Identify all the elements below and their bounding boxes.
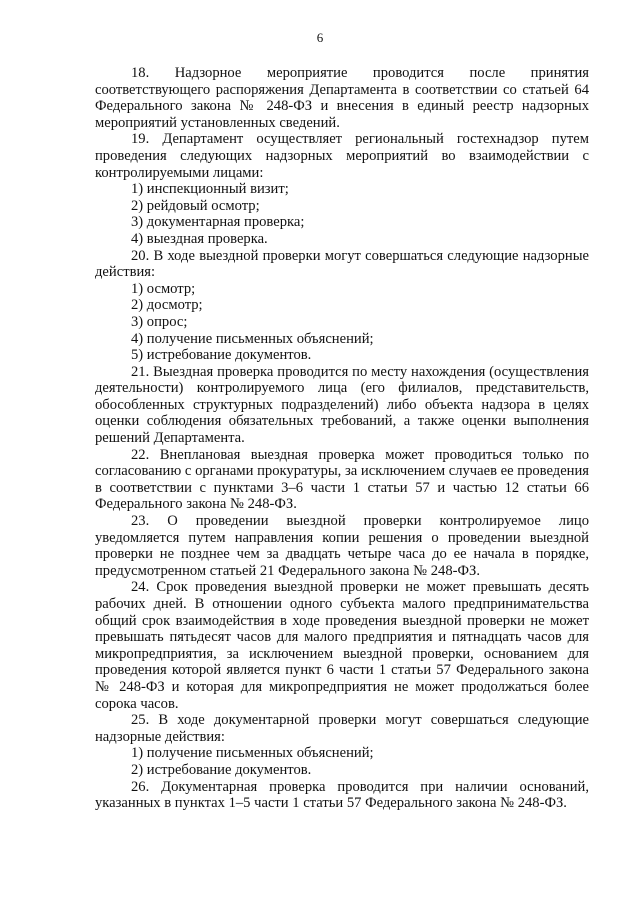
paragraph-20: 20. В ходе выездной проверки могут совершаться следующие надзорные действия: xyxy=(95,247,589,281)
page-number: 6 xyxy=(316,30,324,45)
list-item: 4) выездная проверка. xyxy=(131,230,268,247)
document-body xyxy=(95,65,589,812)
paragraph-22: 22. Внеплановая выездная проверка может проводиться только по согласованию с органами прокуратуры, за исключением случаев ее проведения в соответствии с пунктами 3–6 части 1 статьи 57 и частью 12 статьи 66 Федерального закона № 248-ФЗ. xyxy=(95,446,589,513)
list-item: 3) опрос; xyxy=(131,313,188,330)
list-item: 2) досмотр; xyxy=(131,297,203,314)
list-item: 5) истребование документов. xyxy=(131,347,312,364)
paragraph-21: 21. Выездная проверка проводится по месту нахождения (осуществления деятельности) контролируемого лица (его филиалов, представительств, обособленных структурных подразделений) либо объекта надзора в целях оценки соблюдения обязательных требований, а также оценки выполнения решений Департамента. xyxy=(95,363,589,447)
paragraph-19: 19. Департамент осуществляет региональный гостехнадзор путем проведения следующих надзорных мероприятий во взаимодействии с контролируемыми лицами: xyxy=(95,131,589,181)
paragraph-25: 25. В ходе документарной проверки могут совершаться следующие надзорные действия: xyxy=(95,712,589,745)
list-item: 4) получение письменных объяснений; xyxy=(131,330,374,347)
list-item: 2) истребование документов. xyxy=(131,761,312,778)
list-item: 1) осмотр; xyxy=(131,280,196,297)
paragraph-26: 26. Документарная проверка проводится при наличии оснований, указанных в пунктах 1–5 части 1 статьи 57 Федерального закона № 248-ФЗ. xyxy=(95,778,589,812)
list-item: 3) документарная проверка; xyxy=(131,214,305,231)
list-item: 1) инспекционный визит; xyxy=(131,181,289,198)
paragraph-24: 24. Срок проведения выездной проверки не может превышать десять рабочих дней. В отношении одного субъекта малого предпринимательства общий срок взаимодействия в ходе проведения выездной проверки не может превышать пятьдесят часов для малого предприятия и пятнадцать часов для микропредприятия, за исключением выездной проверки, основанием для проведения которой является пункт 6 части 1 статьи 57 Федерального закона № 248-ФЗ и которая для микропредприятия не может продолжаться более сорока часов. xyxy=(95,579,589,712)
list-item: 2) рейдовый осмотр; xyxy=(131,197,260,214)
paragraph-18: 18. Надзорное мероприятие проводится после принятия соответствующего распоряжения Департамента в соответствии со статьей 64 Федерального закона № 248-ФЗ и внесения в единый реестр надзорных мероприятий установленных сведений. xyxy=(95,65,589,131)
list-item: 1) получение письменных объяснений; xyxy=(131,745,374,762)
paragraph-23: 23. О проведении выездной проверки контролируемое лицо уведомляется путем направления копии решения о проведении выездной проверки не позднее чем за двадцать четыре часа до ее начала в порядке, предусмотренном статьей 21 Федерального закона № 248-ФЗ. xyxy=(95,513,589,579)
